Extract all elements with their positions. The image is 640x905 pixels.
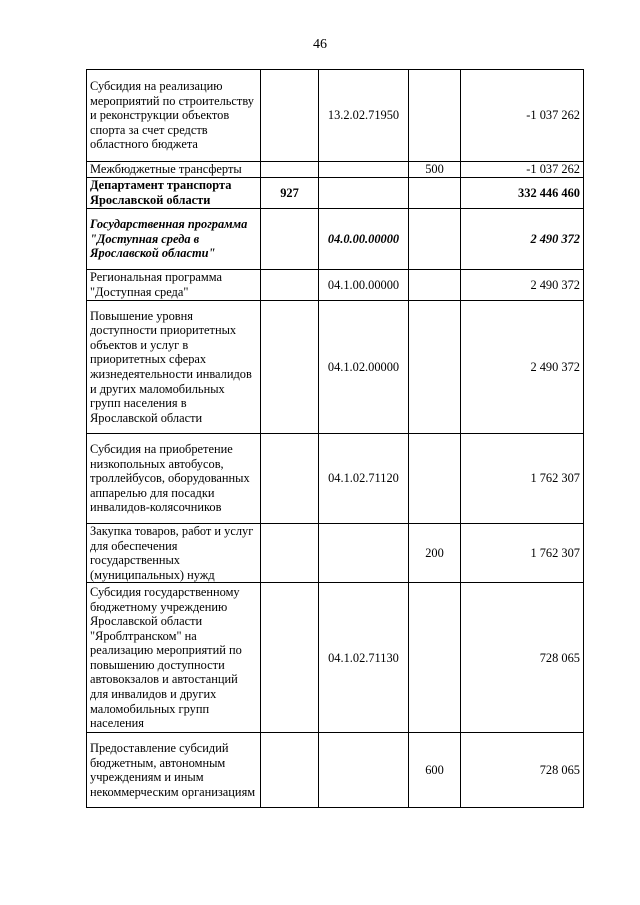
- cell-target-article: 13.2.02.71950: [319, 70, 409, 162]
- cell-name: Предоставление субсидий бюджетным, автономным учреждениям и иным некоммерческим организациям: [87, 733, 261, 808]
- cell-department-code: 927: [261, 178, 319, 209]
- table-row: [87, 583, 584, 733]
- table-row: [87, 301, 584, 434]
- cell-department-code: [261, 270, 319, 301]
- table-row: [87, 524, 584, 583]
- cell-name: Государственная программа "Доступная среда в Ярославской области": [87, 209, 261, 270]
- cell-expense-type: [409, 178, 461, 209]
- cell-amount: 1 762 307: [461, 524, 584, 583]
- page-number: 46: [313, 37, 327, 52]
- cell-expense-type: [409, 70, 461, 162]
- cell-name: Субсидия на реализацию мероприятий по строительству и реконструкции объектов спорта за счет средств областного бюджета: [87, 70, 261, 162]
- cell-amount: 728 065: [461, 583, 584, 733]
- cell-amount: -1 037 262: [461, 162, 584, 178]
- cell-department-code: [261, 209, 319, 270]
- cell-expense-type: [409, 209, 461, 270]
- cell-amount: 332 446 460: [461, 178, 584, 209]
- cell-target-article: [319, 178, 409, 209]
- cell-name: Межбюджетные трансферты: [87, 162, 261, 178]
- cell-expense-type: [409, 301, 461, 434]
- cell-amount: 2 490 372: [461, 301, 584, 434]
- cell-amount: 2 490 372: [461, 209, 584, 270]
- cell-expense-type: [409, 583, 461, 733]
- cell-target-article: [319, 733, 409, 808]
- cell-target-article: 04.1.02.71120: [319, 434, 409, 524]
- cell-name: Департамент транспорта Ярославской области: [87, 178, 261, 209]
- cell-name: Региональная программа "Доступная среда": [87, 270, 261, 301]
- cell-department-code: [261, 162, 319, 178]
- cell-department-code: [261, 301, 319, 434]
- cell-target-article: 04.0.00.00000: [319, 209, 409, 270]
- cell-name: Закупка товаров, работ и услуг для обеспечения государственных (муниципальных) нужд: [87, 524, 261, 583]
- cell-target-article: [319, 162, 409, 178]
- cell-target-article: [319, 524, 409, 583]
- table-row: [87, 70, 584, 162]
- cell-department-code: [261, 434, 319, 524]
- cell-expense-type: [409, 270, 461, 301]
- cell-amount: -1 037 262: [461, 70, 584, 162]
- cell-expense-type: [409, 434, 461, 524]
- cell-department-code: [261, 70, 319, 162]
- cell-target-article: 04.1.00.00000: [319, 270, 409, 301]
- table-row: [87, 270, 584, 301]
- table-row: [87, 434, 584, 524]
- cell-department-code: [261, 583, 319, 733]
- cell-department-code: [261, 524, 319, 583]
- cell-name: Повышение уровня доступности приоритетных объектов и услуг в приоритетных сферах жизнедеятельности инвалидов и других маломобильных групп населения в Ярославской области: [87, 301, 261, 434]
- cell-target-article: 04.1.02.71130: [319, 583, 409, 733]
- table-row: [87, 162, 584, 178]
- budget-table: [86, 69, 584, 808]
- table-row: [87, 733, 584, 808]
- cell-expense-type: 600: [409, 733, 461, 808]
- cell-name: Субсидия государственному бюджетному учреждению Ярославской области "Яроблтранском" на реализацию мероприятий по повышению доступности автовокзалов и автостанций для инвалидов и других маломобильных групп населения: [87, 583, 261, 733]
- cell-amount: 2 490 372: [461, 270, 584, 301]
- cell-amount: 1 762 307: [461, 434, 584, 524]
- cell-amount: 728 065: [461, 733, 584, 808]
- cell-expense-type: 200: [409, 524, 461, 583]
- cell-name: Субсидия на приобретение низкопольных автобусов, троллейбусов, оборудованных аппарелью для посадки инвалидов-колясочников: [87, 434, 261, 524]
- cell-department-code: [261, 733, 319, 808]
- cell-target-article: 04.1.02.00000: [319, 301, 409, 434]
- table-row: [87, 209, 584, 270]
- table-row: [87, 178, 584, 209]
- cell-expense-type: 500: [409, 162, 461, 178]
